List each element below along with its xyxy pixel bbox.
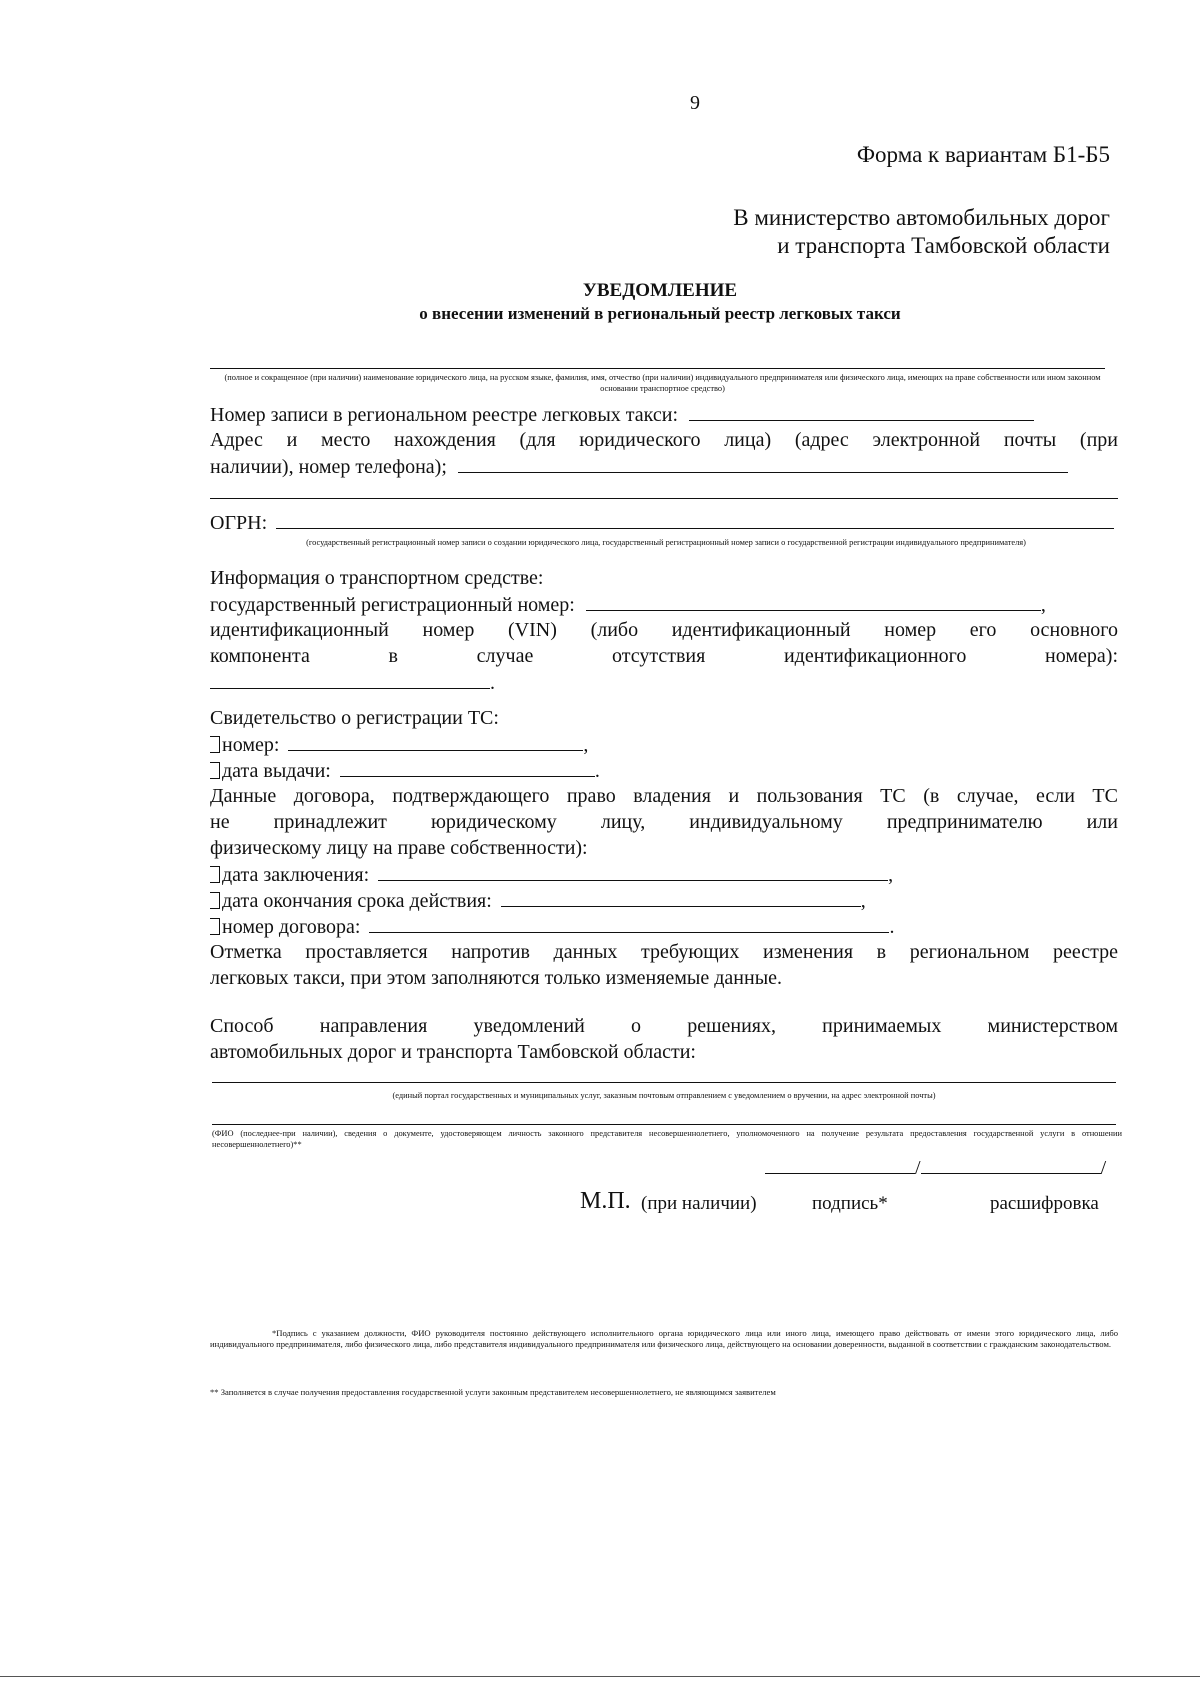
method-hint: (единый портал государственных и муниципальных услуг, заказным почтовым отправлением с уведомлением о вручении, на адрес электронной почты) xyxy=(392,1091,936,1100)
ogrn-label: ОГРН: xyxy=(210,512,268,534)
contract-number-row: номер договора: . xyxy=(210,914,1118,940)
contract-expiry-row: дата окончания срока действия: , xyxy=(210,888,1118,914)
representative-hint: (ФИО (последнее-при наличии), сведения о документе, удостоверяющем личность законного представителя несовершеннолетнего, уполномоченного на получение результата предоставления государственной услуги в отношении несовершеннолетнего)** xyxy=(212,1129,1122,1149)
decode-label: расшифровка xyxy=(990,1193,1099,1214)
ogrn-row xyxy=(210,510,1118,536)
vin-label-line-1: идентификационный номер (VIN) (либо идентификационный номер его основного xyxy=(210,619,1118,641)
note-line-2: легковых такси, при этом заполняются только изменяемые данные. xyxy=(210,967,783,989)
applicant-hint: (полное и сокращенное (при наличии) наименование юридического лица, на русском языке, фамилия, имя, отчество (при наличии) индивидуального предпринимателя или физического лица, имеющих на праве собственности или ином законном основании транспортное средство) xyxy=(224,373,1101,393)
contract-conclusion-checkbox[interactable] xyxy=(210,866,220,883)
note-line-1: Отметка проставляется напротив данных требующих изменения в региональном реестре xyxy=(210,941,1118,963)
signature-label: подпись* xyxy=(812,1193,888,1214)
contract-number-checkbox[interactable] xyxy=(210,918,220,935)
contract-number-label: номер договора: xyxy=(222,916,361,938)
address-label-line-2: наличии), номер телефона); xyxy=(210,456,447,478)
contract-conclusion-label: дата заключения: xyxy=(222,864,370,886)
certificate-number-field[interactable] xyxy=(288,732,583,751)
contract-expiry-label: дата окончания срока действия: xyxy=(222,890,492,912)
registry-number-label: Номер записи в региональном реестре легковых такси: xyxy=(210,404,679,426)
certificate-number-label: номер: xyxy=(222,734,280,756)
form-label: Форма к вариантам Б1-Б5 xyxy=(856,142,1110,167)
certificate-date-row: дата выдачи: . xyxy=(210,758,1118,784)
contract-heading-line-1: Данные договора, подтверждающего право владения и пользования ТС (в случае, если ТС xyxy=(210,785,1118,807)
certificate-heading: Свидетельство о регистрации ТС: xyxy=(210,707,499,729)
contract-heading-line-3: физическому лицу на праве собственности): xyxy=(210,837,588,859)
method-field[interactable] xyxy=(212,1082,1116,1083)
vin-field[interactable] xyxy=(210,670,490,689)
address-field[interactable] xyxy=(458,454,1068,473)
certificate-date-checkbox[interactable] xyxy=(210,762,220,779)
registry-number-field[interactable] xyxy=(689,402,1034,421)
address-field-continuation[interactable] xyxy=(210,498,1118,499)
notice-title: УВЕДОМЛЕНИЕ xyxy=(582,280,738,301)
address-label-line-1: Адрес и место нахождения (для юридического лица) (адрес электронной почты (при xyxy=(210,429,1118,451)
footnote-1: *Подпись с указанием должности, ФИО руководителя постоянно действующего исполнительного органа юридического лица или иного лица, имеющего право действовать от имени этого юридического лица, либо индивидуального предпринимателя, либо физического лица, либо представителя индивидуального предпринимателя или физического лица, действующего на основании доверенности, выданной в соответствии с гражданским законодательством. xyxy=(210,1328,1118,1349)
contract-conclusion-row: дата заключения: , xyxy=(210,862,1118,888)
vehicle-reg-number-row: государственный регистрационный номер: , xyxy=(210,594,1046,616)
certificate-date-field[interactable] xyxy=(340,758,595,777)
vehicle-heading: Информация о транспортном средстве: xyxy=(210,567,544,589)
addressee-line-2: и транспорта Тамбовской области xyxy=(777,233,1110,258)
method-line-2: автомобильных дорог и транспорта Тамбовской области: xyxy=(210,1041,696,1063)
registry-number-row xyxy=(210,402,1118,428)
ogrn-field[interactable] xyxy=(276,510,1114,529)
signature-lines: / / xyxy=(765,1155,1125,1181)
vin-row: . xyxy=(210,670,1118,696)
footnote-2: ** Заполняется в случае получения предоставления государственной услуги законным представителем несовершеннолетнего, не являющимся заявителем xyxy=(210,1387,776,1397)
contract-conclusion-field[interactable] xyxy=(378,862,888,881)
representative-field[interactable] xyxy=(212,1124,1116,1125)
vehicle-reg-number-label: государственный регистрационный номер: xyxy=(210,594,575,616)
scan-bottom-edge xyxy=(0,1676,1200,1677)
contract-expiry-checkbox[interactable] xyxy=(210,892,220,909)
vin-label-line-2: компонента в случае отсутствия идентификационного номера): xyxy=(210,645,1118,667)
stamp-label: М.П. xyxy=(580,1188,631,1214)
contract-number-field[interactable] xyxy=(369,914,889,933)
stamp-note: (при наличии) xyxy=(641,1193,757,1214)
certificate-number-row: номер: , xyxy=(210,732,1118,758)
addressee xyxy=(733,204,1110,260)
signature-decode-field[interactable] xyxy=(921,1155,1101,1174)
certificate-date-label: дата выдачи: xyxy=(222,760,331,782)
address-row xyxy=(210,454,1118,480)
contract-expiry-field[interactable] xyxy=(501,888,861,907)
certificate-number-checkbox[interactable] xyxy=(210,736,220,753)
notice-subtitle: о внесении изменений в региональный реестр легковых такси xyxy=(419,304,901,323)
addressee-line-1: В министерство автомобильных дорог xyxy=(733,205,1110,230)
vehicle-reg-number-field[interactable] xyxy=(586,592,1041,611)
contract-heading-line-2: не принадлежит юридическому лицу, индивидуальному предпринимателю или xyxy=(210,811,1118,833)
signature-field[interactable] xyxy=(765,1155,915,1174)
method-line-1: Способ направления уведомлений о решениях, принимаемых министерством xyxy=(210,1015,1118,1037)
applicant-name-line[interactable] xyxy=(210,368,1105,369)
page-number: 9 xyxy=(690,92,700,114)
ogrn-hint: (государственный регистрационный номер записи о создании юридического лица, государственный регистрационный номер записи о государственной регистрации индивидуального предпринимателя) xyxy=(306,538,1026,547)
